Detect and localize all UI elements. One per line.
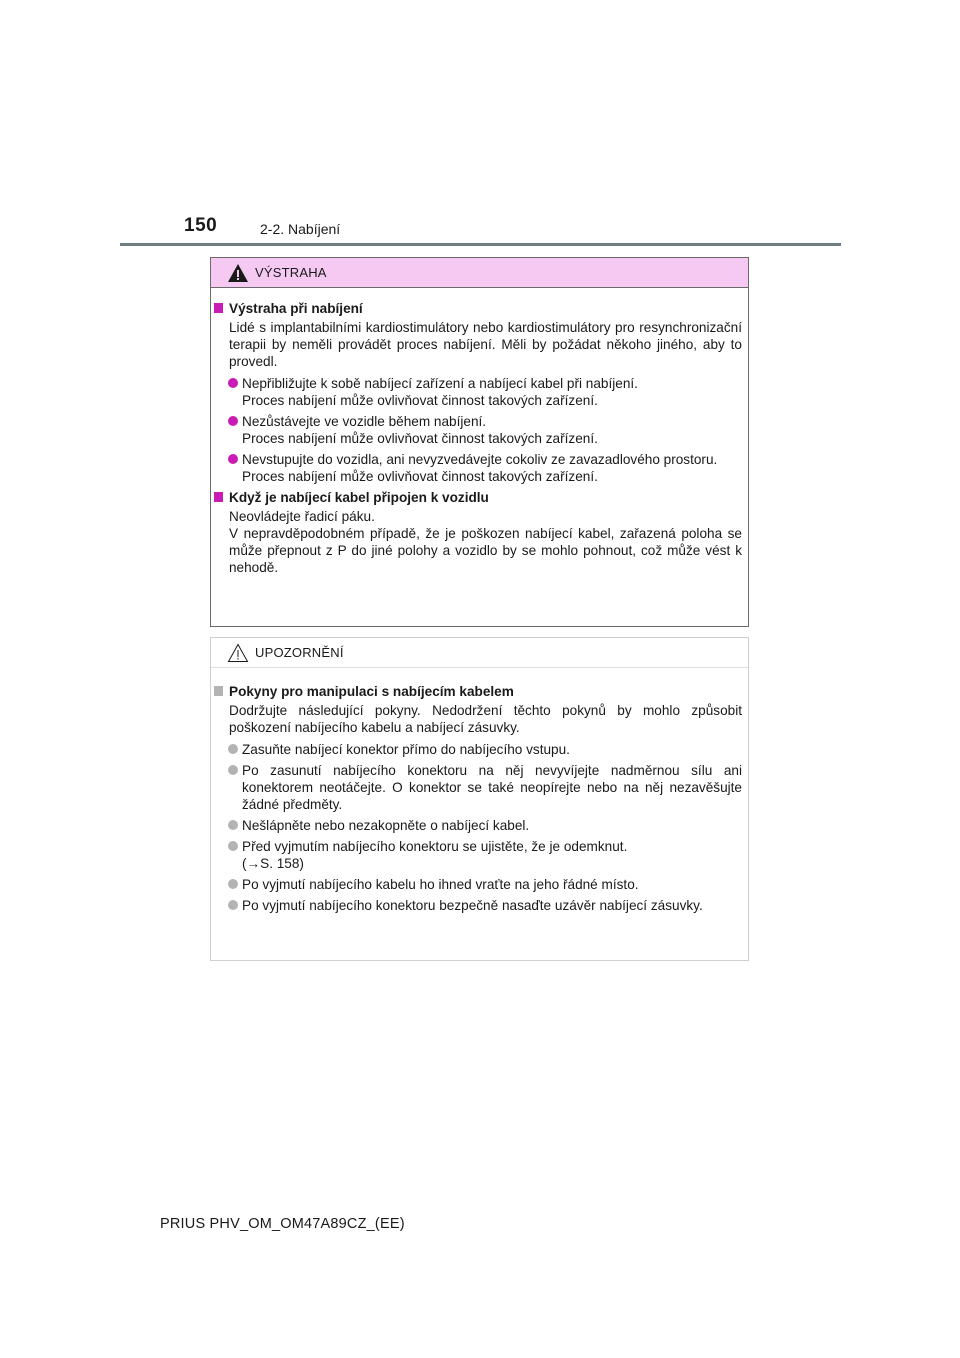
list-item xyxy=(211,451,742,485)
list-item xyxy=(211,375,742,409)
list-item xyxy=(211,762,742,813)
bullet-line: Proces nabíjení může ovlivňovat činnost takových zařízení. xyxy=(242,469,598,484)
bullet-line: Nezůstávejte ve vozidle během nabíjení. xyxy=(242,414,487,429)
warning-heading-cable-connected xyxy=(211,489,742,506)
section-title: 2-2. Nabíjení xyxy=(260,221,341,237)
warning-triangle-filled-icon xyxy=(227,263,249,283)
list-item xyxy=(211,876,742,893)
bullet-line: Nevstupujte do vozidla, ani nevyzvedávejte cokoliv ze zavazadlového prostoru. xyxy=(242,452,718,467)
list-item xyxy=(211,741,742,758)
bullet-line: Po zasunutí nabíjecího konektoru na něj nevyvíjejte nadměrnou sílu ani konektorem neotáčejte. O konektor se také neopírejte nebo na něj nezavěšujte žádné předměty. xyxy=(242,763,742,812)
bullet-line: Po vyjmutí nabíjecího kabelu ho ihned vraťte na jeho řádné místo. xyxy=(242,877,639,892)
paragraph-line: Neovládejte řadicí páku. xyxy=(229,509,375,524)
warning-paragraph: Lidé s implantabilními kardiostimulátory nebo kardiostimulátory pro resynchronizační terapii by neměli provádět proces nabíjení. Měli by požádat někoho jiného, aby to provedl. xyxy=(229,320,742,369)
round-bullet-icon xyxy=(228,900,238,910)
document-code: PRIUS PHV_OM_OM47A89CZ_(EE) xyxy=(160,1216,405,1232)
list-item xyxy=(211,838,742,872)
heading-text: Když je nabíjecí kabel připojen k vozidlu xyxy=(229,490,489,505)
warning-paragraph xyxy=(211,508,742,576)
round-bullet-icon xyxy=(228,416,238,426)
bullet-line: Nešlápněte nebo nezakopněte o nabíjecí kabel. xyxy=(242,818,530,833)
round-bullet-icon xyxy=(228,378,238,388)
paragraph-line: V nepravděpodobném případě, že je poškozen nabíjecí kabel, zařazená poloha se může přepnout z P do jiné polohy a vozidlo by se mohlo pohnout, což může vést k nehodě. xyxy=(229,526,742,575)
warning-body xyxy=(211,288,748,576)
round-bullet-icon xyxy=(228,454,238,464)
square-bullet-icon xyxy=(214,303,223,313)
round-bullet-icon xyxy=(228,879,238,889)
round-bullet-icon xyxy=(228,765,238,775)
page-reference: (→S. 158) xyxy=(242,856,304,871)
square-bullet-icon xyxy=(214,686,223,696)
caution-heading xyxy=(211,683,742,700)
list-item xyxy=(211,413,742,447)
heading-text: Pokyny pro manipulaci s nabíjecím kabelem xyxy=(229,684,514,699)
warning-box xyxy=(210,257,749,627)
caution-header xyxy=(211,638,748,668)
bullet-line: Zasuňte nabíjecí konektor přímo do nabíjecího vstupu. xyxy=(242,742,570,757)
round-bullet-icon xyxy=(228,820,238,830)
warning-title: VÝSTRAHA xyxy=(255,265,327,280)
bullet-line: Nepřibližujte k sobě nabíjecí zařízení a nabíjecí kabel při nabíjení. xyxy=(242,376,638,391)
square-bullet-icon xyxy=(214,492,223,502)
heading-text: Výstraha při nabíjení xyxy=(229,301,363,316)
bullet-line: Před vyjmutím nabíjecího konektoru se ujistěte, že je odemknut. xyxy=(242,839,628,854)
caution-body xyxy=(211,668,748,914)
warning-header xyxy=(211,258,748,288)
warning-heading-charging xyxy=(211,300,742,317)
caution-box xyxy=(210,637,749,961)
caution-paragraph: Dodržujte následující pokyny. Nedodržení těchto pokynů by mohlo způsobit poškození nabíjecího kabelu a nabíjecí zásuvky. xyxy=(229,703,742,735)
list-item xyxy=(211,897,742,914)
round-bullet-icon xyxy=(228,841,238,851)
bullet-line: Po vyjmutí nabíjecího konektoru bezpečně nasaďte uzávěr nabíjecí zásuvky. xyxy=(242,898,703,913)
bullet-line: Proces nabíjení může ovlivňovat činnost takových zařízení. xyxy=(242,431,598,446)
list-item xyxy=(211,817,742,834)
page-number: 150 xyxy=(184,215,218,236)
round-bullet-icon xyxy=(228,744,238,754)
caution-title: UPOZORNĚNÍ xyxy=(255,645,344,660)
header-rule xyxy=(120,243,841,246)
warning-triangle-outline-icon xyxy=(227,643,249,663)
bullet-line: Proces nabíjení může ovlivňovat činnost takových zařízení. xyxy=(242,393,598,408)
